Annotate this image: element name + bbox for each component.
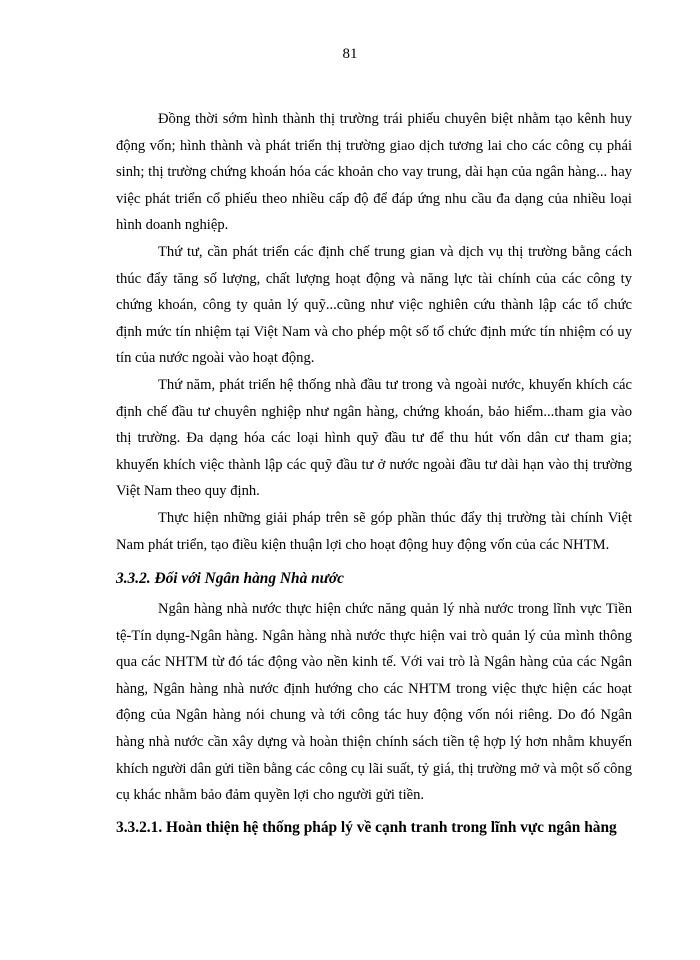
page-number: 81 (342, 46, 358, 62)
section-heading: 3.3.2. Đối với Ngân hàng Nhà nước (116, 570, 344, 588)
paragraph-fourth: Thứ tư, cần phát triển các định chế trung gian và dịch vụ thị trường bằng cách thúc đẩy tăng số lượng, chất lượng hoạt động và năng lực tài chính của các công ty chứng khoán, công ty quản lý quỹ...cũng như việc nghiên cứu thành lập các tổ chức định mức tín nhiệm tại Việt Nam và cho phép một số tổ chức định mức tín nhiệm có uy tín của nước ngoài vào hoạt động. (116, 243, 632, 367)
subsection-heading: 3.3.2.1. Hoàn thiện hệ thống pháp lý về cạnh tranh trong lĩnh vực ngân hàng (116, 818, 617, 836)
page-content (116, 106, 632, 841)
paragraph-conclusion: Thực hiện những giải pháp trên sẽ góp phần thúc đẩy thị trường tài chính Việt Nam phát triển, tạo điều kiện thuận lợi cho hoạt động huy động vốn của các NHTM. (116, 509, 632, 553)
paragraph-fifth: Thứ năm, phát triển hệ thống nhà đầu tư trong và ngoài nước, khuyến khích các định chế đầu tư chuyên nghiệp như ngân hàng, chứng khoán, bảo hiểm...tham gia vào thị trường. Đa dạng hóa các loại hình quỹ đầu tư để thu hút vốn dân cư tham gia; khuyến khích việc thành lập các quỹ đầu tư ở nước ngoài đầu tư dài hạn vào thị trường Việt Nam theo quy định. (116, 376, 632, 500)
paragraph-bond-market: Đồng thời sớm hình thành thị trường trái phiếu chuyên biệt nhằm tạo kênh huy động vốn; hình thành và phát triển thị trường giao dịch tương lai cho các công cụ phái sinh; thị trường chứng khoán hóa các khoản cho vay trung, dài hạn của ngân hàng... hay việc phát triển cổ phiếu theo nhiều cấp độ để đáp ứng nhu cầu đa dạng của nhiều loại hình doanh nghiệp. (116, 111, 632, 234)
paragraph-state-bank: Ngân hàng nhà nước thực hiện chức năng quản lý nhà nước trong lĩnh vực Tiền tệ-Tín dụng-Ngân hàng. Ngân hàng nhà nước thực hiện vai trò quản lý của mình thông qua các NHTM từ đó tác động vào nền kinh tế. Với vai trò là Ngân hàng của các Ngân hàng, Ngân hàng nhà nước định hướng cho các NHTM trong việc thực hiện các hoạt động của Ngân hàng nói chung và tới công tác huy động vốn nói riêng. Do đó Ngân hàng nhà nước cần xây dựng và hoàn thiện chính sách tiền tệ hợp lý hơn nhằm khuyến khích người dân gửi tiền bằng các công cụ lãi suất, tỷ giá, thị trường mở và một số công cụ khác nhằm bảo đảm quyền lợi cho người gửi tiền. (116, 601, 632, 804)
